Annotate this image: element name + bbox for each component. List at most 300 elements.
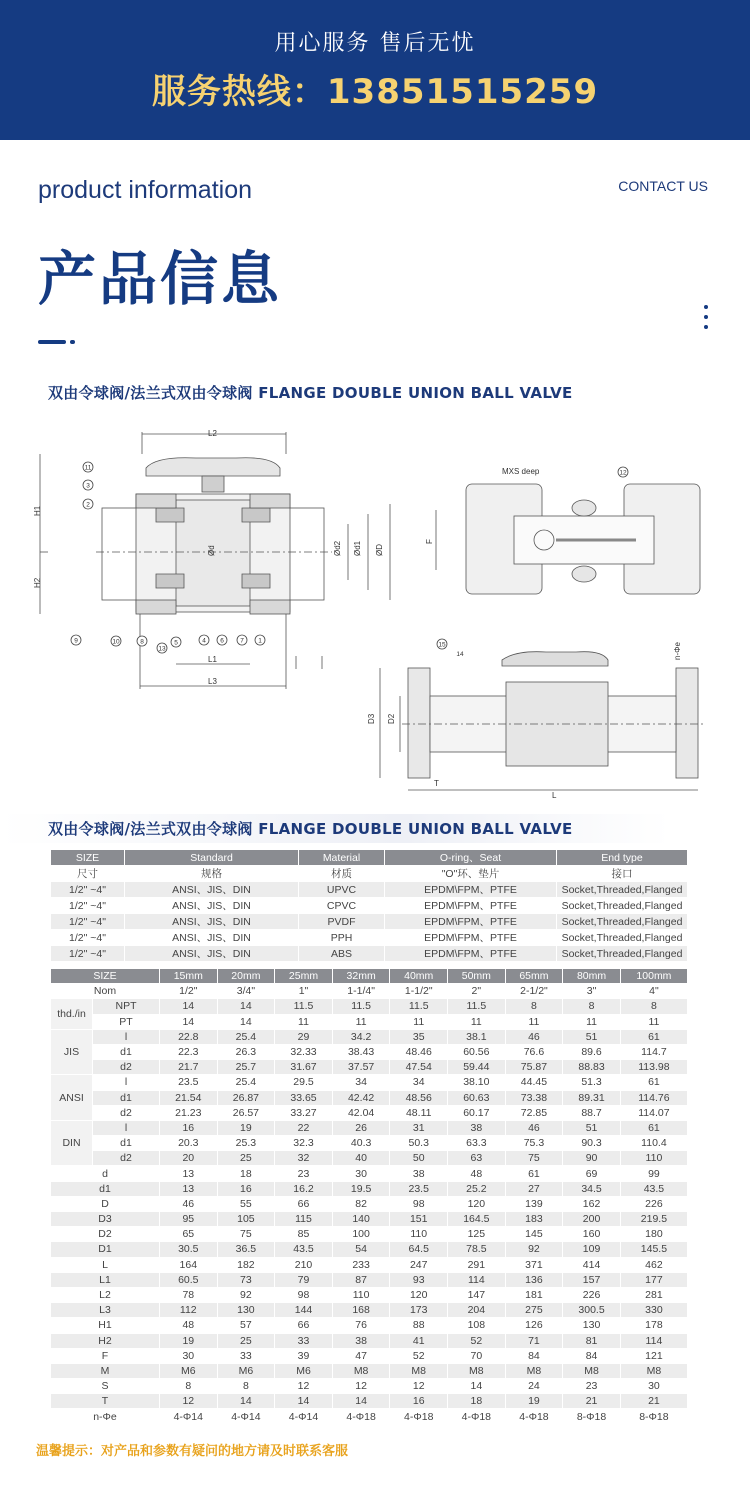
dim-value-cell: 98 <box>390 1196 448 1211</box>
spec-header-size: SIZE <box>51 850 125 866</box>
product-info-cn-title: 产品信息 <box>38 245 283 313</box>
dim-sub-label: l <box>93 1029 160 1044</box>
callout-6: 6 <box>220 637 224 645</box>
dim-value-cell: 4-Φ18 <box>332 1409 390 1424</box>
flange-valve-view <box>367 642 704 800</box>
dim-value-cell: 75.87 <box>505 1060 563 1075</box>
dim-row <box>51 1120 688 1135</box>
dim-value-cell: 65 <box>159 1227 217 1242</box>
dim-value-cell: 100 <box>332 1227 390 1242</box>
dim-value-cell: 371 <box>505 1257 563 1272</box>
dim-value-cell: 114 <box>620 1333 687 1348</box>
spec-cell: ANSI、JIS、DIN <box>125 914 299 930</box>
mxs-deep-label: MXS deep <box>502 467 540 476</box>
dim-param-label: D2 <box>51 1227 160 1242</box>
dim-value-cell: 85 <box>275 1227 333 1242</box>
dim-size-header: 20mm <box>217 969 275 984</box>
more-dots-icon <box>704 305 710 335</box>
dim-header-row <box>51 969 688 984</box>
dim-value-cell: 41 <box>390 1333 448 1348</box>
spec-cell: 1/2" ~4" <box>51 946 125 962</box>
dim-sub-label: d1 <box>93 1044 160 1059</box>
callout-1: 1 <box>258 637 262 645</box>
dim-value-cell: 60.5 <box>159 1272 217 1287</box>
dim-row <box>51 1348 688 1363</box>
callout-3: 3 <box>86 482 90 490</box>
dim-value-cell: 75.3 <box>505 1136 563 1151</box>
dim-value-cell: 95 <box>159 1212 217 1227</box>
dim-value-cell: 21.23 <box>159 1105 217 1120</box>
spec-cell: EPDM\FPM、PTFE <box>385 882 557 898</box>
dim-t: T <box>434 779 439 788</box>
spec-cell: ANSI、JIS、DIN <box>125 882 299 898</box>
dim-value-cell: 110 <box>620 1151 687 1166</box>
dim-value-cell: 8-Φ18 <box>563 1409 621 1424</box>
dim-value-cell: 25.4 <box>217 1075 275 1090</box>
dim-value-cell: 61 <box>620 1029 687 1044</box>
dim-sub-label: d1 <box>93 1136 160 1151</box>
dim-value-cell: 14 <box>217 1014 275 1029</box>
dim-value-cell: 183 <box>505 1212 563 1227</box>
dim-value-cell: 23 <box>275 1166 333 1181</box>
dim-value-cell: 32 <box>275 1151 333 1166</box>
dim-value-cell: M8 <box>390 1363 448 1378</box>
dim-value-cell: 54 <box>332 1242 390 1257</box>
dim-value-cell: 14 <box>217 1394 275 1409</box>
dim-value-cell: 34.2 <box>332 1029 390 1044</box>
dim-value-cell: 46 <box>159 1196 217 1211</box>
spec-cell: 1/2" ~4" <box>51 914 125 930</box>
dim-size-header: 65mm <box>505 969 563 984</box>
dim-value-cell: 14 <box>448 1379 506 1394</box>
dim-value-cell: 226 <box>620 1196 687 1211</box>
dim-value-cell: 8 <box>505 999 563 1014</box>
dim-row <box>51 1044 688 1059</box>
dim-value-cell: 11 <box>332 1014 390 1029</box>
title-underline <box>38 340 66 344</box>
spec-cell: ANSI、JIS、DIN <box>125 930 299 946</box>
dim-param-label: d <box>51 1166 160 1181</box>
dim-value-cell: 27 <box>505 1181 563 1196</box>
dim-value-cell: 144 <box>275 1303 333 1318</box>
dim-value-cell: 164.5 <box>448 1212 506 1227</box>
dim-param-label: H1 <box>51 1318 160 1333</box>
dim-value-cell: 25.3 <box>217 1136 275 1151</box>
dim-value-cell: 110 <box>332 1287 390 1302</box>
dim-value-cell: 8 <box>563 999 621 1014</box>
spec-cell: Socket,Threaded,Flanged <box>557 914 688 930</box>
dim-value-cell: 92 <box>505 1242 563 1257</box>
dim-value-cell: 115 <box>275 1212 333 1227</box>
dim-row <box>51 1363 688 1378</box>
dim-value-cell: 226 <box>563 1287 621 1302</box>
dim-value-cell: 57 <box>217 1318 275 1333</box>
spec-header-material: Material <box>299 850 385 866</box>
dim-value-cell: 40.3 <box>332 1136 390 1151</box>
dim-value-cell: M8 <box>563 1363 621 1378</box>
dim-value-cell: 18 <box>448 1394 506 1409</box>
dim-value-cell: 16 <box>217 1181 275 1196</box>
dim-value-cell: 3" <box>563 984 621 999</box>
dim-value-cell: 4-Φ18 <box>390 1409 448 1424</box>
dim-value-cell: 61 <box>620 1120 687 1135</box>
dim-value-cell: 11.5 <box>390 999 448 1014</box>
dim-row <box>51 1394 688 1409</box>
dim-value-cell: 125 <box>448 1227 506 1242</box>
dim-value-cell: 275 <box>505 1303 563 1318</box>
dim-value-cell: 114.7 <box>620 1044 687 1059</box>
dim-l: L <box>552 791 557 800</box>
dim-value-cell: 90.3 <box>563 1136 621 1151</box>
dim-value-cell: 177 <box>620 1272 687 1287</box>
dim-value-cell: 25.7 <box>217 1060 275 1075</box>
spec-cell: ANSI、JIS、DIN <box>125 898 299 914</box>
spec-header-standard: Standard <box>125 850 299 866</box>
material-spec-table <box>50 849 688 962</box>
spec-row <box>51 946 688 962</box>
dim-sub-label: l <box>93 1120 160 1135</box>
top-banner <box>0 0 750 140</box>
dim-value-cell: M8 <box>448 1363 506 1378</box>
dim-value-cell: 34.5 <box>563 1181 621 1196</box>
spec-cell: UPVC <box>299 882 385 898</box>
dim-value-cell: 30 <box>620 1379 687 1394</box>
dim-value-cell: 51 <box>563 1120 621 1135</box>
dim-value-cell: 60.56 <box>448 1044 506 1059</box>
spec-cell: 1/2" ~4" <box>51 930 125 946</box>
dim-value-cell: 61 <box>620 1075 687 1090</box>
spec-row <box>51 914 688 930</box>
dim-value-cell: 33 <box>275 1333 333 1348</box>
dim-value-cell: 160 <box>563 1227 621 1242</box>
dim-value-cell: M6 <box>159 1363 217 1378</box>
spec-cell: 1/2" ~4" <box>51 882 125 898</box>
spec-header-oring: O-ring、Seat <box>385 850 557 866</box>
spec-cell: ANSI、JIS、DIN <box>125 946 299 962</box>
dim-value-cell: 36.5 <box>217 1242 275 1257</box>
dim-value-cell: 84 <box>505 1348 563 1363</box>
dim-value-cell: 25.4 <box>217 1029 275 1044</box>
dim-value-cell: 60.63 <box>448 1090 506 1105</box>
dim-value-cell: 204 <box>448 1303 506 1318</box>
dim-sub-label: d1 <box>93 1090 160 1105</box>
dim-l1: L1 <box>208 655 217 664</box>
dim-value-cell: 88 <box>390 1318 448 1333</box>
dim-value-cell: 8 <box>217 1379 275 1394</box>
callout-12: 12 <box>619 469 627 477</box>
dim-value-cell: 52 <box>448 1333 506 1348</box>
dim-value-cell: 21.54 <box>159 1090 217 1105</box>
dim-value-cell: 47.54 <box>390 1060 448 1075</box>
dim-value-cell: 11 <box>448 1014 506 1029</box>
dim-n-e: n-Φe <box>673 642 682 660</box>
dim-value-cell: 157 <box>563 1272 621 1287</box>
dim-value-cell: 1-1/2" <box>390 984 448 999</box>
dim-value-cell: 71 <box>505 1333 563 1348</box>
callout-15: 15 <box>438 641 446 649</box>
dim-value-cell: 88.83 <box>563 1060 621 1075</box>
spec-row <box>51 930 688 946</box>
dim-value-cell: 48.11 <box>390 1105 448 1120</box>
dim-row <box>51 1181 688 1196</box>
service-hotline: 服务热线：13851515259 <box>151 72 599 112</box>
dim-size-header: 50mm <box>448 969 506 984</box>
dim-param-label: S <box>51 1379 160 1394</box>
contact-us-link[interactable]: CONTACT US <box>618 178 708 194</box>
dim-value-cell: 462 <box>620 1257 687 1272</box>
valve-technical-drawing <box>33 424 726 804</box>
dim-value-cell: 30 <box>332 1166 390 1181</box>
spec-cell: CPVC <box>299 898 385 914</box>
dim-value-cell: 11 <box>505 1014 563 1029</box>
dim-value-cell: 11 <box>390 1014 448 1029</box>
spec-header-end-type: End type <box>557 850 688 866</box>
dim-od: ØD <box>375 544 384 556</box>
dim-value-cell: 30.5 <box>159 1242 217 1257</box>
dim-size-header: 40mm <box>390 969 448 984</box>
dim-value-cell: 151 <box>390 1212 448 1227</box>
dim-sub-label: PT <box>93 1014 160 1029</box>
dim-value-cell: 22.3 <box>159 1044 217 1059</box>
dim-value-cell: 89.6 <box>563 1044 621 1059</box>
dim-value-cell: 42.04 <box>332 1105 390 1120</box>
dim-value-cell: 20.3 <box>159 1136 217 1151</box>
dim-value-cell: 12 <box>390 1379 448 1394</box>
dim-value-cell: 145 <box>505 1227 563 1242</box>
customer-service-tip: 温馨提示：对产品和参数有疑问的地方请及时联系客服 <box>36 1444 349 1459</box>
dim-value-cell: 2-1/2" <box>505 984 563 999</box>
callout-10: 10 <box>112 638 120 646</box>
dim-group-label: ANSI <box>51 1075 93 1121</box>
dim-value-cell: 210 <box>275 1257 333 1272</box>
dim-param-label: L <box>51 1257 160 1272</box>
dim-value-cell: 25.2 <box>448 1181 506 1196</box>
callout-9: 9 <box>74 637 78 645</box>
dim-value-cell: 52 <box>390 1348 448 1363</box>
dim-value-cell: 90 <box>563 1151 621 1166</box>
dim-value-cell: 136 <box>505 1272 563 1287</box>
callout-4: 4 <box>202 637 206 645</box>
dim-value-cell: 63.3 <box>448 1136 506 1151</box>
dim-value-cell: 12 <box>332 1379 390 1394</box>
dim-value-cell: 13 <box>159 1181 217 1196</box>
dim-value-cell: 2" <box>448 984 506 999</box>
callout-8: 8 <box>140 638 144 646</box>
spec-cell: 材质 <box>299 866 385 882</box>
dim-value-cell: 25 <box>217 1333 275 1348</box>
dim-value-cell: 108 <box>448 1318 506 1333</box>
dim-value-cell: 173 <box>390 1303 448 1318</box>
dim-param-label: L1 <box>51 1272 160 1287</box>
dim-value-cell: 13 <box>159 1166 217 1181</box>
dim-value-cell: 59.44 <box>448 1060 506 1075</box>
dim-value-cell: 50 <box>390 1151 448 1166</box>
spec-row <box>51 882 688 898</box>
dim-value-cell: 14 <box>217 999 275 1014</box>
dim-value-cell: 162 <box>563 1196 621 1211</box>
dim-value-cell: 38.10 <box>448 1075 506 1090</box>
dim-value-cell: 51 <box>563 1029 621 1044</box>
dim-value-cell: 16 <box>159 1120 217 1135</box>
dim-param-label: H2 <box>51 1333 160 1348</box>
dim-value-cell: 112 <box>159 1303 217 1318</box>
title-underline-dot <box>70 340 75 344</box>
dim-value-cell: 26.87 <box>217 1090 275 1105</box>
dim-value-cell: 4-Φ18 <box>505 1409 563 1424</box>
dim-value-cell: 34 <box>332 1075 390 1090</box>
dim-value-cell: 140 <box>332 1212 390 1227</box>
dim-value-cell: 114 <box>448 1272 506 1287</box>
dim-group-label: thd./in <box>51 999 93 1029</box>
dim-value-cell: 16 <box>390 1394 448 1409</box>
dim-value-cell: 130 <box>563 1318 621 1333</box>
spec-cell: Socket,Threaded,Flanged <box>557 946 688 962</box>
dim-value-cell: 40 <box>332 1151 390 1166</box>
dim-value-cell: 19 <box>217 1120 275 1135</box>
dim-value-cell: 22.8 <box>159 1029 217 1044</box>
spec-cell: PPH <box>299 930 385 946</box>
dim-h2: H2 <box>33 577 42 588</box>
dim-row <box>51 1105 688 1120</box>
dim-value-cell: 69 <box>563 1166 621 1181</box>
dim-value-cell: 79 <box>275 1272 333 1287</box>
dim-value-cell: 147 <box>448 1287 506 1302</box>
dim-value-cell: 48 <box>159 1318 217 1333</box>
dim-row <box>51 984 688 999</box>
dim-value-cell: 4-Φ18 <box>448 1409 506 1424</box>
dim-value-cell: 3/4" <box>217 984 275 999</box>
dim-od2: Ød2 <box>333 540 342 556</box>
dim-param-label: d1 <box>51 1181 160 1196</box>
dim-value-cell: 38.1 <box>448 1029 506 1044</box>
dim-value-cell: 92 <box>217 1287 275 1302</box>
dim-value-cell: 44.45 <box>505 1075 563 1090</box>
dim-value-cell: 33.27 <box>275 1105 333 1120</box>
spec-header-row <box>51 850 688 866</box>
dim-value-cell: 23.5 <box>159 1075 217 1090</box>
product-info-en-title: product information <box>38 176 253 204</box>
dim-value-cell: 11.5 <box>275 999 333 1014</box>
dim-value-cell: 32.3 <box>275 1136 333 1151</box>
dim-value-cell: 22 <box>275 1120 333 1135</box>
dim-d: Ød <box>207 545 216 556</box>
dim-row <box>51 1303 688 1318</box>
dim-param-label: n-Φe <box>51 1409 160 1424</box>
dim-f: F <box>425 539 434 544</box>
dim-value-cell: 30 <box>159 1348 217 1363</box>
dim-value-cell: 14 <box>275 1394 333 1409</box>
dim-param-label: D3 <box>51 1212 160 1227</box>
dim-value-cell: 219.5 <box>620 1212 687 1227</box>
dim-value-cell: 37.57 <box>332 1060 390 1075</box>
section-title-table: 双由令球阀/法兰式双由令球阀 FLANGE DOUBLE UNION BALL VALVE <box>0 814 670 843</box>
valve-top-view <box>425 467 700 594</box>
dim-value-cell: 21 <box>620 1394 687 1409</box>
dim-value-cell: 39 <box>275 1348 333 1363</box>
dim-value-cell: 42.42 <box>332 1090 390 1105</box>
dim-value-cell: 31.67 <box>275 1060 333 1075</box>
dim-value-cell: 88.7 <box>563 1105 621 1120</box>
dim-value-cell: 98 <box>275 1287 333 1302</box>
dim-value-cell: 26.57 <box>217 1105 275 1120</box>
spec-cell: Socket,Threaded,Flanged <box>557 898 688 914</box>
dim-value-cell: 12 <box>159 1394 217 1409</box>
dim-param-label: L2 <box>51 1287 160 1302</box>
dim-row <box>51 1014 688 1029</box>
dim-param-label: Nom <box>51 984 160 999</box>
dim-sub-label: d2 <box>93 1105 160 1120</box>
dim-value-cell: 178 <box>620 1318 687 1333</box>
dim-param-label: D <box>51 1196 160 1211</box>
dim-row <box>51 999 688 1014</box>
dim-sub-label: d2 <box>93 1151 160 1166</box>
dim-value-cell: M6 <box>275 1363 333 1378</box>
dim-value-cell: 126 <box>505 1318 563 1333</box>
dim-value-cell: 109 <box>563 1242 621 1257</box>
dim-od1: Ød1 <box>353 540 362 556</box>
dim-value-cell: 14 <box>159 1014 217 1029</box>
callout-2: 2 <box>86 501 90 509</box>
dim-sub-label: NPT <box>93 999 160 1014</box>
spec-row <box>51 898 688 914</box>
dim-param-label: M <box>51 1363 160 1378</box>
dim-row <box>51 1227 688 1242</box>
dim-value-cell: 73.38 <box>505 1090 563 1105</box>
dim-value-cell: 38 <box>448 1120 506 1135</box>
dim-value-cell: 99 <box>620 1166 687 1181</box>
dim-value-cell: 48.56 <box>390 1090 448 1105</box>
dim-value-cell: 14 <box>332 1394 390 1409</box>
dim-param-label: F <box>51 1348 160 1363</box>
dim-value-cell: 168 <box>332 1303 390 1318</box>
dim-size-header: 80mm <box>563 969 621 984</box>
dim-value-cell: 105 <box>217 1212 275 1227</box>
dim-row <box>51 1379 688 1394</box>
dim-param-label: T <box>51 1394 160 1409</box>
dim-value-cell: 33 <box>217 1348 275 1363</box>
dim-value-cell: 18 <box>217 1166 275 1181</box>
dim-value-cell: 29 <box>275 1029 333 1044</box>
dim-row <box>51 1075 688 1090</box>
dim-value-cell: 1-1/4" <box>332 984 390 999</box>
spec-cell: ABS <box>299 946 385 962</box>
dim-value-cell: 48.46 <box>390 1044 448 1059</box>
service-slogan: 用心服务 售后无忧 <box>274 31 476 56</box>
dim-value-cell: 121 <box>620 1348 687 1363</box>
dim-value-cell: 145.5 <box>620 1242 687 1257</box>
dim-value-cell: 414 <box>563 1257 621 1272</box>
dim-value-cell: 47 <box>332 1348 390 1363</box>
section-title-drawing: 双由令球阀/法兰式双由令球阀 FLANGE DOUBLE UNION BALL VALVE <box>48 384 573 402</box>
dim-value-cell: 81 <box>563 1333 621 1348</box>
dim-value-cell: 89.31 <box>563 1090 621 1105</box>
dim-value-cell: 8 <box>620 999 687 1014</box>
dim-size-header: 100mm <box>620 969 687 984</box>
dim-value-cell: 23.5 <box>390 1181 448 1196</box>
dim-value-cell: 75 <box>505 1151 563 1166</box>
dim-value-cell: 200 <box>563 1212 621 1227</box>
dim-value-cell: 78.5 <box>448 1242 506 1257</box>
dim-value-cell: 38 <box>332 1333 390 1348</box>
dim-value-cell: 25 <box>217 1151 275 1166</box>
dim-value-cell: 180 <box>620 1227 687 1242</box>
dim-value-cell: 34 <box>390 1075 448 1090</box>
dim-row <box>51 1287 688 1302</box>
dim-value-cell: 48 <box>448 1166 506 1181</box>
callout-13: 13 <box>158 645 166 653</box>
dim-value-cell: 23 <box>563 1379 621 1394</box>
dim-row <box>51 1060 688 1075</box>
